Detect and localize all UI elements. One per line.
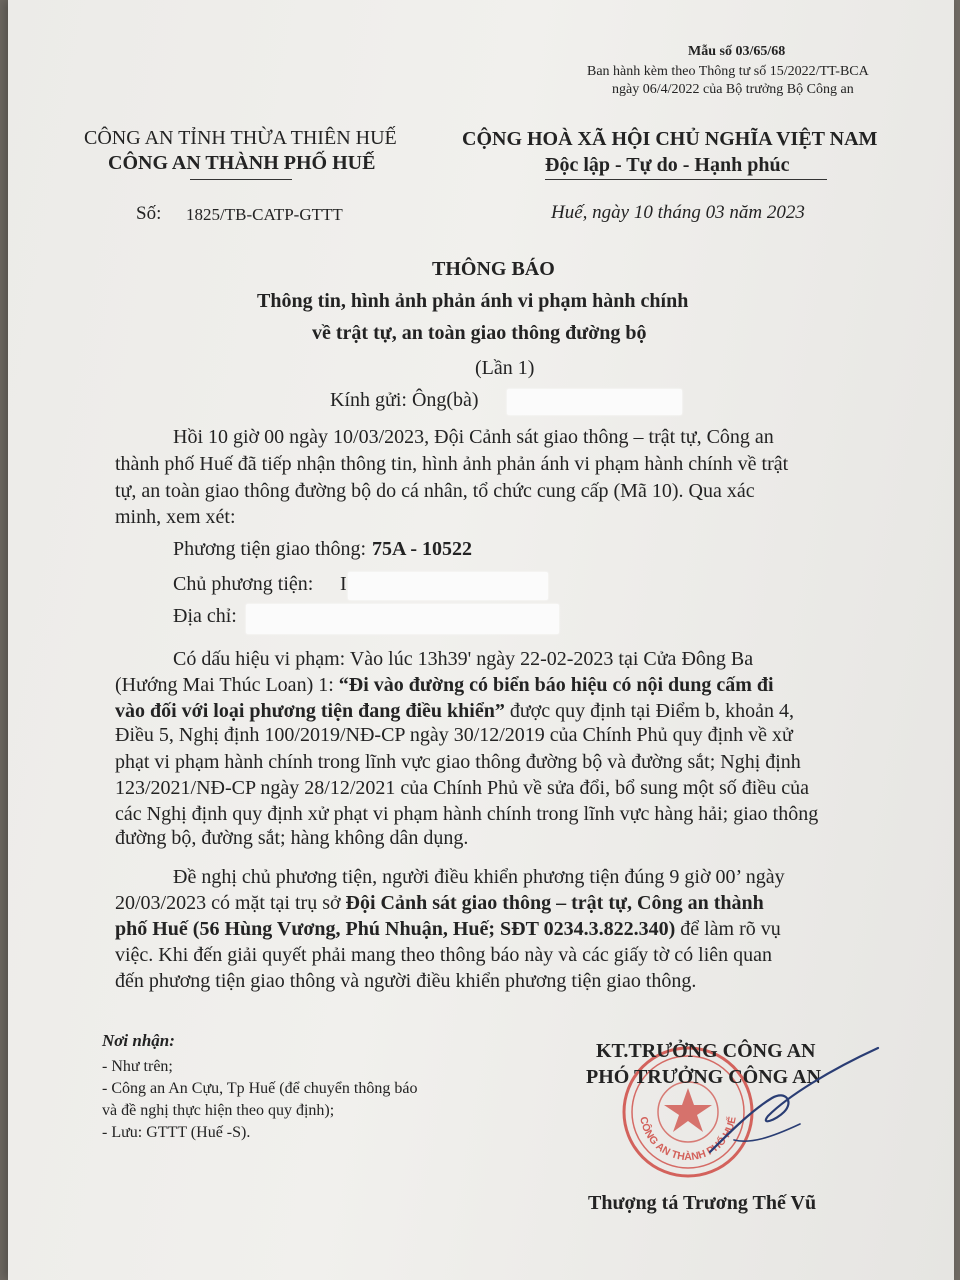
- request-line-2: [115, 892, 764, 915]
- redacted-address: [246, 604, 559, 634]
- owner-label: Chủ phương tiện:: [173, 573, 314, 595]
- violation-line-3: [115, 700, 794, 723]
- intro-line-2: thành phố Huế đã tiếp nhận thông tin, hình ảnh phản ánh vi phạm hành chính về trật: [115, 453, 789, 475]
- unit-underline: [190, 179, 292, 180]
- intro-line-3: tự, an toàn giao thông đường bộ do cá nhân, tổ chức cung cấp (Mã 10). Qua xác: [115, 480, 755, 502]
- request-line-1: Đề nghị chủ phương tiện, người điều khiển phương tiện đúng 9 giờ 00’ ngày: [173, 866, 785, 888]
- title-subline1: Thông tin, hình ảnh phản ánh vi phạm hành chính: [257, 290, 689, 312]
- document-title: THÔNG BÁO: [432, 258, 555, 280]
- recipients-item-1: - Như trên;: [102, 1058, 173, 1075]
- recipients-item-3: và đề nghị thực hiện theo quy định);: [102, 1102, 335, 1119]
- recipient-label: Kính gửi: Ông(bà): [330, 389, 479, 411]
- motto-underline: [545, 179, 827, 180]
- recipients-item-2: - Công an An Cựu, Tp Huế (để chuyển thông báo: [102, 1080, 418, 1097]
- redacted-recipient: [507, 389, 682, 415]
- agency-name: CÔNG AN TỈNH THỪA THIÊN HUẾ: [84, 127, 397, 149]
- notice-round: (Lần 1): [475, 357, 535, 379]
- country-name: CỘNG HOÀ XÃ HỘI CHỦ NGHĨA VIỆT NAM: [462, 128, 878, 150]
- redacted-owner: [348, 572, 548, 600]
- vehicle-label: Phương tiện giao thông:: [173, 538, 367, 560]
- title-subline2: về trật tự, an toàn giao thông đường bộ: [312, 322, 647, 344]
- request-line-3-bold: phố Huế (56 Hùng Vương, Phú Nhuận, Huế; SĐT 0234.3.822.340): [115, 918, 676, 940]
- request-line-3: [115, 918, 781, 941]
- owner-visible-fragment: I: [340, 573, 347, 595]
- address-label: Địa chỉ:: [173, 605, 237, 627]
- violation-line-5: phạt vi phạm hành chính trong lĩnh vực giao thông đường bộ và đường sắt; Nghị định: [115, 751, 801, 773]
- form-issued-line2: ngày 06/4/2022 của Bộ trưởng Bộ Công an: [612, 82, 854, 97]
- vehicle-plate: 75A - 10522: [372, 538, 472, 560]
- place-date: Huế, ngày 10 tháng 03 năm 2023: [551, 202, 805, 223]
- violation-line-8: đường bộ, đường sắt; hàng không dân dụng.: [115, 827, 469, 849]
- violation-line-3-text: được quy định tại Điểm b, khoản 4,: [504, 700, 794, 722]
- intro-line-1: Hồi 10 giờ 00 ngày 10/03/2023, Đội Cảnh sát giao thông – trật tự, Công an: [173, 426, 774, 448]
- violation-line-6: 123/2021/NĐ-CP ngày 28/12/2021 của Chính Phủ về sửa đổi, bổ sung một số điều của: [115, 777, 809, 799]
- form-issued-line1: Ban hành kèm theo Thông tư số 15/2022/TT-BCA: [587, 64, 869, 79]
- unit-name: CÔNG AN THÀNH PHỐ HUẾ: [108, 152, 376, 174]
- form-number: Mẫu số 03/65/68: [688, 44, 786, 59]
- request-line-4: việc. Khi đến giải quyết phải mang theo thông báo này và các giấy tờ có liên quan: [115, 944, 773, 966]
- request-line-5: đến phương tiện giao thông và người điều khiển phương tiện giao thông.: [115, 970, 697, 992]
- recipients-title: Nơi nhận:: [102, 1031, 175, 1050]
- request-line-2-text: 20/03/2023 có mặt tại trụ sở: [115, 892, 346, 914]
- signature-title-1: KT.TRƯỞNG CÔNG AN: [596, 1040, 816, 1062]
- signature-title-2: PHÓ TRƯỞNG CÔNG AN: [586, 1066, 822, 1088]
- request-line-2-bold: Đội Cảnh sát giao thông – trật tự, Công an thành: [345, 892, 764, 914]
- violation-line-2-text: (Hướng Mai Thúc Loan) 1:: [115, 674, 339, 696]
- request-line-3-text: để làm rõ vụ: [675, 918, 781, 940]
- violation-line-2: [115, 674, 774, 697]
- seal-text: CÔNG AN THÀNH PHỐ HUẾ: [637, 1115, 739, 1164]
- document-number-label: Số:: [136, 203, 162, 224]
- recipients-item-4: - Lưu: GTTT (Huế -S).: [102, 1124, 251, 1141]
- document-number: 1825/TB-CATP-GTTT: [186, 205, 343, 224]
- intro-line-4: minh, xem xét:: [115, 506, 236, 528]
- violation-line-2-bold: “Đi vào đường có biển báo hiệu có nội dung cấm đi: [338, 674, 774, 696]
- violation-line-3-bold: vào đối với loại phương tiện đang điều khiển”: [115, 700, 505, 722]
- national-motto: Độc lập - Tự do - Hạnh phúc: [545, 154, 790, 176]
- violation-line-1: Có dấu hiệu vi phạm: Vào lúc 13h39' ngày 22-02-2023 tại Cửa Đông Ba: [173, 648, 754, 670]
- handwritten-signature: [690, 1040, 890, 1160]
- violation-line-4: Điều 5, Nghị định 100/2019/NĐ-CP ngày 30/12/2019 của Chính Phủ quy định về xử: [115, 724, 793, 746]
- signer-name: Thượng tá Trương Thế Vũ: [588, 1192, 817, 1214]
- violation-line-7: các Nghị định quy định xử phạt vi phạm hành chính trong lĩnh vực hàng hải; giao thông: [115, 803, 819, 825]
